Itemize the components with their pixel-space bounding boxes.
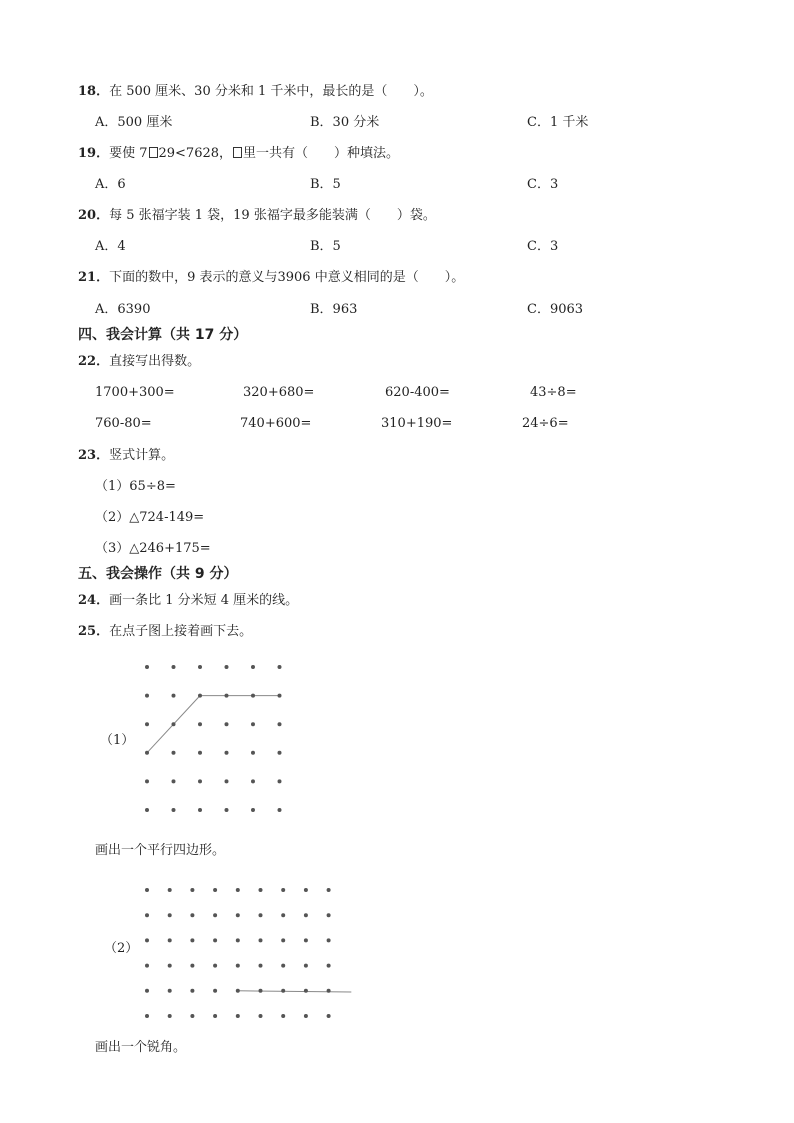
question-text: 直接写出得数。 — [109, 354, 201, 369]
option-a: A．6 — [95, 177, 126, 192]
grid-dot — [190, 938, 194, 942]
part-caption: 画出一个平行四边形。 — [95, 843, 226, 858]
vertical-calc-item: （1）65÷8= — [95, 479, 176, 494]
question-text-part: 要使 7 — [109, 146, 148, 161]
grid-dot — [213, 888, 217, 892]
part-label: （2） — [104, 941, 139, 956]
grid-dot — [172, 694, 176, 698]
option-c: C．3 — [527, 239, 559, 254]
grid-dot — [327, 913, 331, 917]
grid-dot — [236, 938, 240, 942]
question-number: 23． — [78, 448, 110, 463]
question-number: 19． — [78, 146, 110, 161]
grid-dot — [236, 1014, 240, 1018]
grid-dot — [225, 694, 229, 698]
grid-dot — [278, 722, 282, 726]
grid-dot — [304, 989, 308, 993]
grid-dot — [278, 751, 282, 755]
grid-dot — [251, 808, 255, 812]
grid-dot — [198, 722, 202, 726]
question-18 — [78, 84, 433, 100]
question-text-part: 29<7628， — [158, 146, 233, 161]
grid-dot — [145, 694, 149, 698]
grid-dot — [259, 888, 263, 892]
grid-dot — [213, 938, 217, 942]
option-b: B．5 — [310, 239, 341, 254]
blank-box-icon — [149, 147, 158, 158]
grid-dot — [190, 888, 194, 892]
option-b: B．30 分米 — [310, 115, 380, 130]
calc-item: 24÷6= — [522, 416, 569, 431]
calc-item: 320+680= — [243, 385, 315, 400]
grid-dot — [168, 964, 172, 968]
blank-box-icon — [233, 147, 242, 158]
grid-dot — [213, 964, 217, 968]
question-number: 21． — [78, 270, 110, 285]
grid-dot — [304, 888, 308, 892]
option-b: B．963 — [310, 302, 358, 317]
grid-dot — [168, 1014, 172, 1018]
grid-dot — [145, 913, 149, 917]
calc-item: 620-400= — [385, 385, 450, 400]
vertical-calc-item: （2）△724-149= — [95, 510, 205, 525]
grid-dot — [145, 808, 149, 812]
option-c: C．1 千米 — [527, 115, 589, 130]
grid-dot — [145, 779, 149, 783]
dot-grid-parallelogram — [140, 660, 290, 820]
grid-dot — [198, 751, 202, 755]
grid-dot — [236, 964, 240, 968]
grid-dot — [172, 779, 176, 783]
grid-dot — [259, 989, 263, 993]
grid-dot — [198, 808, 202, 812]
grid-dot — [281, 964, 285, 968]
grid-dot — [327, 938, 331, 942]
question-19 — [78, 146, 399, 162]
dot-grid-acute-angle — [140, 882, 360, 1022]
grid-dot — [278, 808, 282, 812]
grid-dot — [281, 1014, 285, 1018]
grid-dot — [145, 989, 149, 993]
section-heading: 五、我会操作（共 9 分） — [78, 566, 238, 582]
grid-dot — [190, 1014, 194, 1018]
question-number: 22． — [78, 354, 110, 369]
grid-dot — [145, 1014, 149, 1018]
grid-dot — [225, 722, 229, 726]
grid-dot — [213, 989, 217, 993]
grid-dot — [145, 938, 149, 942]
grid-dot — [198, 779, 202, 783]
calc-item: 1700+300= — [95, 385, 175, 400]
grid-dot — [327, 989, 331, 993]
part-label: （1） — [100, 733, 135, 748]
grid-dot — [198, 694, 202, 698]
grid-dot — [281, 989, 285, 993]
part-caption: 画出一个锐角。 — [95, 1040, 187, 1055]
grid-dot — [213, 1014, 217, 1018]
grid-dot — [304, 964, 308, 968]
grid-dot — [251, 751, 255, 755]
grid-dot — [304, 913, 308, 917]
grid-dot — [145, 888, 149, 892]
grid-dot — [190, 989, 194, 993]
option-c: C．9063 — [527, 302, 584, 317]
calc-item: 760-80= — [95, 416, 152, 431]
option-a: A．6390 — [95, 302, 151, 317]
drawn-line — [238, 991, 351, 992]
option-a: A．500 厘米 — [95, 115, 173, 130]
question-text: 竖式计算。 — [109, 448, 175, 463]
vertical-calc-item: （3）△246+175= — [95, 541, 211, 556]
grid-dot — [278, 779, 282, 783]
grid-dot — [304, 1014, 308, 1018]
calc-item: 310+190= — [381, 416, 453, 431]
grid-dot — [225, 808, 229, 812]
grid-dot — [236, 913, 240, 917]
question-number: 18． — [78, 84, 110, 99]
option-a: A．4 — [95, 239, 126, 254]
grid-dot — [327, 964, 331, 968]
grid-dot — [251, 779, 255, 783]
grid-dot — [198, 665, 202, 669]
question-number: 20． — [78, 208, 110, 223]
question-text-part: 里一共有（ ）种填法。 — [243, 146, 400, 161]
question-25 — [78, 624, 252, 640]
grid-dot — [145, 722, 149, 726]
grid-dot — [172, 751, 176, 755]
grid-dot — [281, 913, 285, 917]
question-text: 每 5 张福字装 1 袋，19 张福字最多能装满（ ）袋。 — [109, 208, 436, 223]
question-number: 24． — [78, 593, 110, 608]
question-23 — [78, 448, 174, 464]
grid-dot — [172, 665, 176, 669]
grid-dot — [225, 779, 229, 783]
grid-dot — [172, 722, 176, 726]
calc-item: 740+600= — [240, 416, 312, 431]
question-21 — [78, 270, 464, 286]
grid-dot — [281, 888, 285, 892]
question-24 — [78, 593, 298, 609]
grid-dot — [236, 989, 240, 993]
grid-dot — [145, 665, 149, 669]
grid-dot — [190, 913, 194, 917]
calc-item: 43÷8= — [530, 385, 577, 400]
section-heading: 四、我会计算（共 17 分） — [78, 327, 248, 343]
grid-dot — [168, 888, 172, 892]
grid-dot — [145, 751, 149, 755]
grid-dot — [327, 1014, 331, 1018]
grid-dot — [259, 964, 263, 968]
question-text: 在 500 厘米、30 分米和 1 千米中，最长的是（ ）。 — [109, 84, 433, 99]
grid-dot — [278, 694, 282, 698]
question-22 — [78, 354, 200, 370]
option-b: B．5 — [310, 177, 341, 192]
grid-dot — [251, 665, 255, 669]
grid-dot — [190, 964, 194, 968]
grid-dot — [281, 938, 285, 942]
grid-dot — [236, 888, 240, 892]
grid-dot — [168, 989, 172, 993]
grid-dot — [259, 913, 263, 917]
grid-dot — [168, 938, 172, 942]
grid-dot — [327, 888, 331, 892]
grid-dot — [168, 913, 172, 917]
grid-dot — [251, 694, 255, 698]
question-text: 在点子图上接着画下去。 — [109, 624, 253, 639]
grid-dot — [145, 964, 149, 968]
option-c: C．3 — [527, 177, 559, 192]
grid-dot — [259, 938, 263, 942]
grid-dot — [304, 938, 308, 942]
grid-dot — [225, 665, 229, 669]
grid-dot — [172, 808, 176, 812]
question-number: 25． — [78, 624, 110, 639]
question-20 — [78, 208, 436, 224]
grid-dot — [225, 751, 229, 755]
question-text: 画一条比 1 分米短 4 厘米的线。 — [109, 593, 299, 608]
grid-dot — [213, 913, 217, 917]
grid-dot — [278, 665, 282, 669]
grid-dot — [259, 1014, 263, 1018]
grid-dot — [251, 722, 255, 726]
question-text: 下面的数中，9 表示的意义与3906 中意义相同的是（ ）。 — [109, 270, 465, 285]
